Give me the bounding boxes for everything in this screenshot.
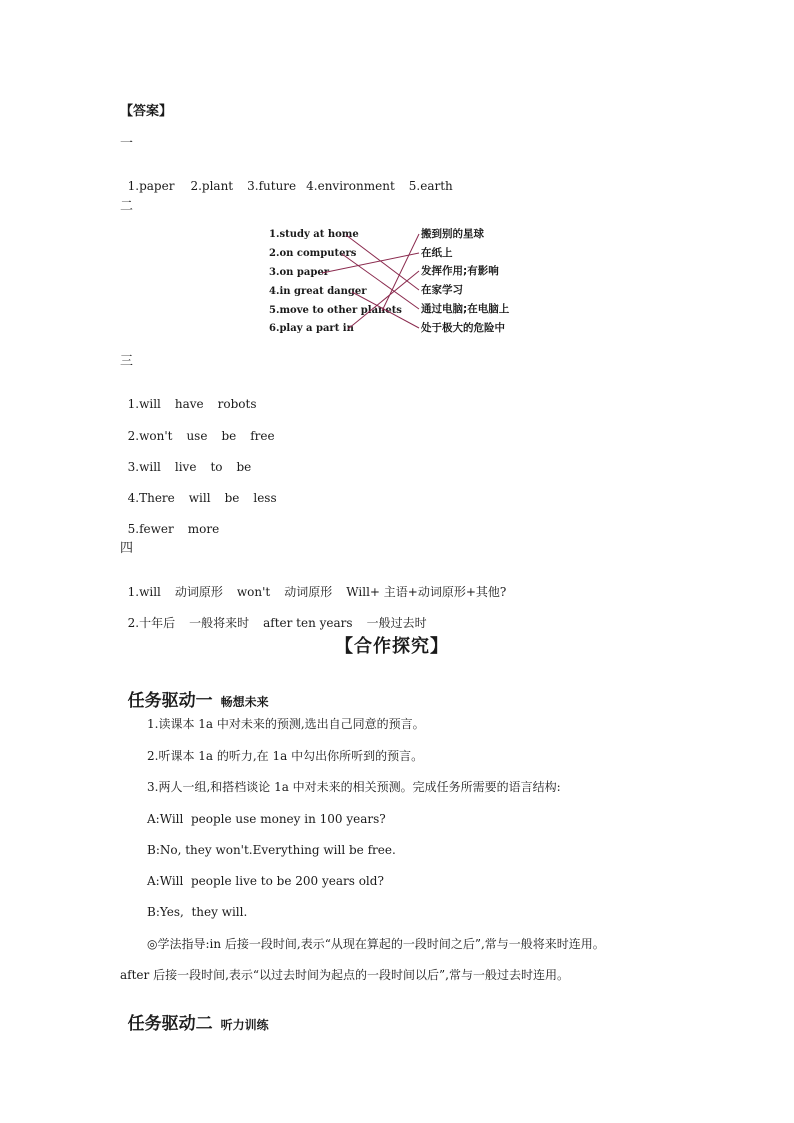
match-left-2: 2.on computers	[269, 248, 357, 259]
dialog-line-2: B:No, they won't.Everything will be free.	[147, 843, 396, 857]
section-1-label: 一	[120, 136, 134, 151]
answer-word: be	[236, 460, 252, 474]
section-4-line-1	[120, 574, 520, 598]
answer-word: 2.won't	[127, 429, 173, 443]
answer-word: have	[174, 397, 204, 411]
task-2-title: 任务驱动二	[127, 1014, 213, 1034]
match-line-6-3	[348, 271, 419, 329]
answer-word: to	[210, 460, 223, 474]
matching-diagram	[0, 0, 794, 400]
coop-title: 【合作探究】	[335, 636, 449, 657]
match-line-5-1	[382, 234, 419, 311]
answer-word: use	[186, 429, 208, 443]
match-right-2: 在纸上	[421, 247, 453, 259]
match-line-4-6	[352, 292, 419, 328]
task-1-subtitle: 畅想未来	[220, 695, 269, 709]
section-3-line-4	[120, 480, 291, 504]
answer-word: 5.fewer	[127, 522, 174, 536]
task-1-heading	[120, 681, 269, 710]
match-right-1: 搬到别的星球	[421, 228, 484, 240]
answer-word: more	[187, 522, 220, 536]
match-line-3-2	[322, 253, 419, 273]
task-2-subtitle: 听力训练	[220, 1018, 269, 1032]
task-1-title: 任务驱动一	[127, 691, 213, 711]
match-right-3: 发挥作用;有影响	[421, 265, 499, 277]
answer-item: 5.earth	[408, 179, 453, 193]
answer-word: 动词原形	[284, 585, 333, 599]
match-right-5: 通过电脑;在电脑上	[421, 303, 510, 315]
answer-item: 4.environment	[306, 179, 395, 193]
section-3-line-1	[120, 386, 271, 410]
answer-word: 2.十年后	[127, 616, 176, 630]
answer-word: 3.will	[127, 460, 161, 474]
dialog-line-3: A:Will people live to be 200 years old?	[147, 874, 384, 888]
section-4-label: 四	[120, 541, 134, 556]
answer-header: 【答案】	[120, 104, 173, 119]
task-1-step-3: 3.两人一组,和搭档谈论 1a 中对未来的相关预测。完成任务所需要的语言结构:	[147, 780, 561, 794]
answer-item: 3.future	[247, 179, 297, 193]
section-3-line-3	[120, 449, 265, 473]
task-1-step-2: 2.听课本 1a 的听力,在 1a 中勾出你所听到的预言。	[147, 749, 424, 763]
study-guide-line-2: after 后接一段时间,表示“以过去时间为起点的一段时间以后”,常与一般过去时连用。	[120, 968, 569, 982]
task-1-step-1: 1.读课本 1a 中对未来的预测,选出自己同意的预言。	[147, 717, 425, 731]
dialog-line-4: B:Yes, they will.	[147, 905, 248, 919]
answer-word: less	[253, 491, 277, 505]
answer-item: 2.plant	[190, 179, 234, 193]
task-2-heading	[120, 1004, 269, 1033]
match-left-1: 1.study at home	[269, 229, 359, 240]
match-left-4: 4.in great danger	[269, 286, 367, 297]
dialog-line-1: A:Will people use money in 100 years?	[147, 812, 386, 826]
answer-word: be	[221, 429, 237, 443]
answer-word: robots	[217, 397, 257, 411]
match-left-3: 3.on paper	[269, 267, 329, 278]
section-4-line-2	[120, 605, 441, 629]
answer-word: 1.will	[127, 397, 161, 411]
answer-word: 一般将来时	[189, 616, 250, 630]
match-left-6: 6.play a part in	[269, 323, 354, 334]
section-3-line-5	[120, 511, 233, 535]
section-3-line-2	[120, 418, 289, 442]
match-line-1-4	[346, 235, 419, 290]
section-3-label: 三	[120, 354, 134, 369]
answer-word: live	[174, 460, 197, 474]
answer-word: free	[250, 429, 275, 443]
match-right-6: 处于极大的危险中	[421, 322, 505, 334]
match-right-4: 在家学习	[421, 284, 463, 296]
matching-lines	[0, 0, 794, 400]
answer-word: won't	[236, 585, 271, 599]
answer-word: after ten years	[263, 616, 353, 630]
answer-word: 4.There	[127, 491, 175, 505]
answer-word: Will+ 主语+动词原形+其他?	[346, 585, 507, 599]
answer-word: be	[224, 491, 240, 505]
answer-word: 一般过去时	[366, 616, 427, 630]
answer-word: 动词原形	[174, 585, 223, 599]
section-2-label: 二	[120, 199, 134, 214]
answer-item: 1.paper	[127, 179, 175, 193]
answer-word: 1.will	[127, 585, 161, 599]
answer-word: will	[188, 491, 211, 505]
match-left-5: 5.move to other planets	[269, 305, 402, 316]
study-guide-line-1: ◎学法指导:in 后接一段时间,表示“从现在算起的一段时间之后”,常与一般将来时连用。	[147, 937, 605, 951]
